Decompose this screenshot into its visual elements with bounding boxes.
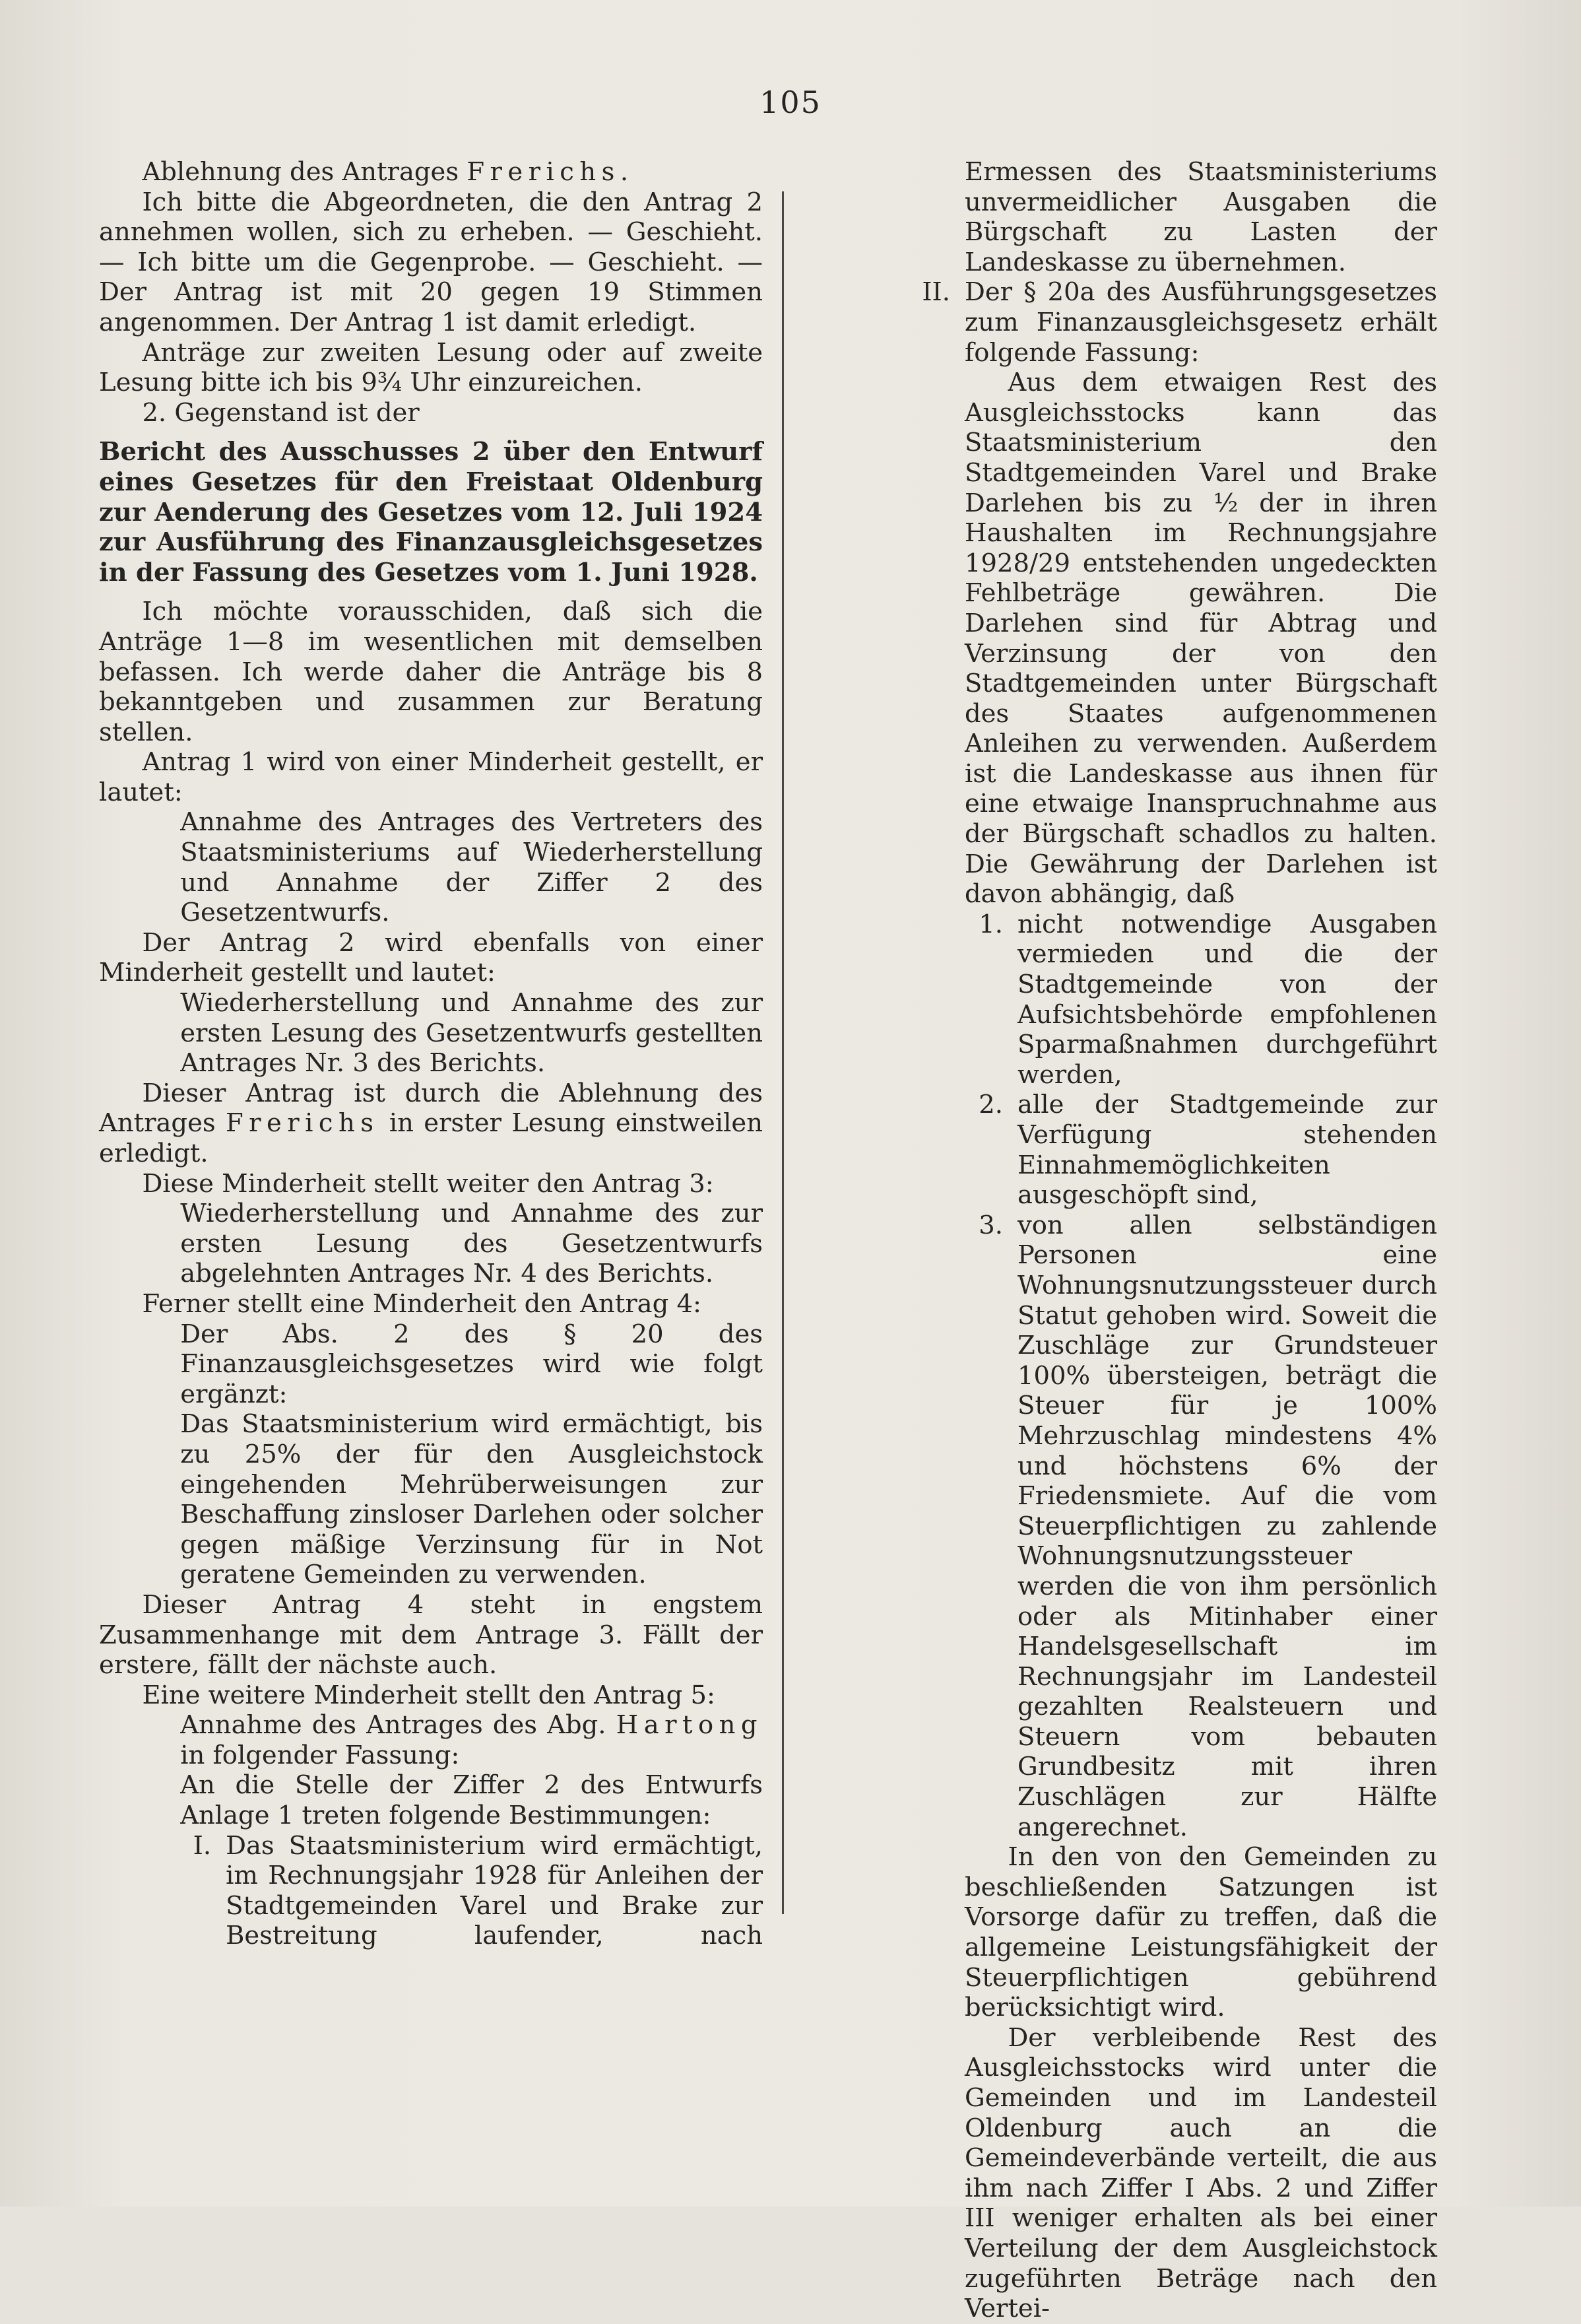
paragraph: Diese Minderheit stellt weiter den Antrag 3: — [142, 1168, 714, 1199]
item-body — [904, 368, 1437, 2324]
paragraph: Dieser Antrag 4 steht in engstem Zusammenhange mit dem Antrage 3. Fällt der erstere, fällt der nächste auch. — [99, 1589, 763, 1680]
paragraph: Ich bitte die Abgeordneten, die den Antrag 2 annehmen wollen, sich zu erheben. — Geschieht. — Ich bitte um die Gegenprobe. — Geschieht. — Der Antrag ist mit 20 gegen 19 Stimmen angenommen. Der Antrag 1 ist damit erledigt. — [99, 187, 763, 337]
paragraph: Der Antrag 2 wird ebenfalls von einer Minderheit gestellt und lautet: — [99, 927, 763, 988]
page-number: 105 — [759, 84, 822, 120]
paragraph: In den von den Gemeinden zu beschließenden Satzungen ist Vorsorge dafür zu treffen, daß die allgemeine Leistungsfähigkeit der Steuerpflichtigen gebührend berücksichtigt wird. — [965, 1842, 1437, 2023]
sub-item — [965, 1090, 1437, 1210]
item-number: II. — [922, 277, 950, 308]
motion-text: Der Abs. 2 des § 20 des Finanzausgleichsgesetzes wird wie folgt ergänzt: — [180, 1319, 763, 1409]
paragraph: Antrag 1 wird von einer Minderheit gestellt, er lautet: — [99, 747, 763, 807]
sub-item — [965, 910, 1437, 1090]
motion-text: An die Stelle der Ziffer 2 des Entwurfs Anlage 1 treten folgende Bestimmungen: — [180, 1770, 763, 1831]
motion-text: Annahme des Antrages des Abg. Hartong in folgender Fassung: — [180, 1710, 763, 1770]
paragraph: Ablehnung des Antrages Frerichs. — [142, 157, 629, 187]
paragraph: Ich möchte vorausschiden, daß sich die Anträge 1—8 im wesentlichen mit demselben befassen. Ich werde daher die Anträge bis 8 bekanntgeben und zusammen zur Beratung stellen. — [99, 597, 763, 747]
paragraph: Anträge zur zweiten Lesung oder auf zweite Lesung bitte ich bis 9¾ Uhr einzureichen. — [99, 337, 763, 398]
paragraph: Der verbleibende Rest des Ausgleichsstocks wird unter die Gemeinden und im Landesteil Oldenburg auch an die Gemeindeverbände verteilt, die aus ihm nach Ziffer I Abs. 2 und Ziffer III weniger erhalten als bei einer Verteilung der dem Ausgleichstock zugeführten Beträge nach den Vertei- — [965, 2022, 1437, 2324]
motion-text: Wiederherstellung und Annahme des zur ersten Lesung des Gesetzentwurfs abgelehnten Antrages Nr. 4 des Berichts. — [180, 1199, 763, 1289]
sub-item-text: nicht notwendige Ausgaben vermieden und die der Stadtgemeinde von der Aufsichtsbehörde empfohlenen Sparmaßnahmen durchgeführt werden, — [1017, 909, 1437, 1090]
sub-item-number: 2. — [979, 1090, 1003, 1120]
item-text: Der § 20a des Ausführungsgesetzes zum Finanzausgleichsgesetz erhält folgende Fassung: — [965, 277, 1437, 368]
item-text: Das Staatsministerium wird ermächtigt, im Rechnungsjahr 1928 für Anleihen der Stadtgemeinden Varel und Brake zur Bestreitung laufender, nach — [226, 1830, 763, 1951]
spaced-name: Frerichs — [225, 1108, 379, 1139]
sub-item-text: von allen selbständigen Personen eine Wohnungsnutzungssteuer durch Statut gehoben wird. Soweit die Zuschläge zur Grundsteuer 100% übersteigen, beträgt die Steuer für je 100% Mehrzuschlag mindestens 4% und höchstens 6% der Friedensmiete. Auf die vom Steuerpflichtigen zu zahlende Wohnungsnutzungssteuer werden die von ihm persönlich oder als Mitinhaber einer Handelsgesellschaft im Rechnungsjahr im Landesteil gezahlten Realsteuern und Steuern vom bebauten Grundbesitz mit ihren Zuschlägen zur Hälfte angerechnet. — [1017, 1210, 1437, 1842]
paragraph: 2. Gegenstand ist der — [142, 397, 420, 428]
column-divider — [782, 191, 784, 1914]
paragraph: Dieser Antrag ist durch die Ablehnung des Antrages Frerichs in erster Lesung einstweilen erledigt. — [99, 1078, 763, 1168]
motion-text: Wiederherstellung und Annahme des zur ersten Lesung des Gesetzentwurfs gestellten Antrages Nr. 3 des Berichts. — [180, 988, 763, 1079]
right-column — [904, 157, 1437, 2324]
numbered-item — [904, 277, 1437, 368]
paragraph: Eine weitere Minderheit stellt den Antrag 5: — [142, 1680, 715, 1710]
motion-text: Das Staatsministerium wird ermächtigt, bis zu 25% der für den Ausgleichstock eingehenden Mehrüberweisungen zur Beschaffung zinsloser Darlehen oder solcher gegen mäßige Verzinsung für in Not geratene Gemeinden zu verwenden. — [180, 1409, 763, 1590]
sub-item-number: 3. — [979, 1210, 1003, 1240]
agenda-heading: Bericht des Ausschusses 2 über den Entwurf eines Gesetzes für den Freistaat Oldenburg zur Aenderung des Gesetzes vom 12. Juli 1924 zur Ausführung des Finanzausgleichsgesetzes in der Fassung des Gesetzes vom 1. Juni 1928. — [99, 437, 763, 587]
paragraph: Ferner stellt eine Minderheit den Antrag 4: — [142, 1288, 701, 1319]
spaced-name: Hartong — [616, 1710, 763, 1741]
item-number: I. — [193, 1830, 212, 1861]
sub-item — [965, 1211, 1437, 1842]
sub-item-number: 1. — [979, 909, 1003, 939]
left-column — [99, 157, 763, 1951]
sub-item-text: alle der Stadtgemeinde zur Verfügung stehenden Einnahmemöglichkeiten ausgeschöpft sind, — [1017, 1090, 1437, 1211]
numbered-item — [99, 1831, 763, 1951]
paragraph: Ermessen des Staatsministeriums unvermeidlicher Ausgaben die Bürgschaft zu Lasten der Landeskasse zu übernehmen. — [965, 157, 1437, 277]
motion-text: Annahme des Antrages des Vertreters des Staatsministeriums auf Wiederherstellung und Annahme der Ziffer 2 des Gesetzentwurfs. — [180, 807, 763, 928]
spaced-name: Frerichs — [467, 157, 620, 187]
paragraph: Aus dem etwaigen Rest des Ausgleichsstocks kann das Staatsministerium den Stadtgemeinden Varel und Brake Darlehen bis zu ½ der in ihren Haushalten im Rechnungsjahre 1928/29 entstehenden ungedeckten Fehlbeträge gewähren. Die Darlehen sind für Abtrag und Verzinsung der von den Stadtgemeinden unter Bürgschaft des Staates aufgenommenen Anleihen zu verwenden. Außerdem ist die Landeskasse aus ihnen für eine etwaige Inanspruchnahme aus der Bürgschaft schadlos zu halten. Die Gewährung der Darlehen ist davon abhängig, daß — [965, 368, 1437, 910]
